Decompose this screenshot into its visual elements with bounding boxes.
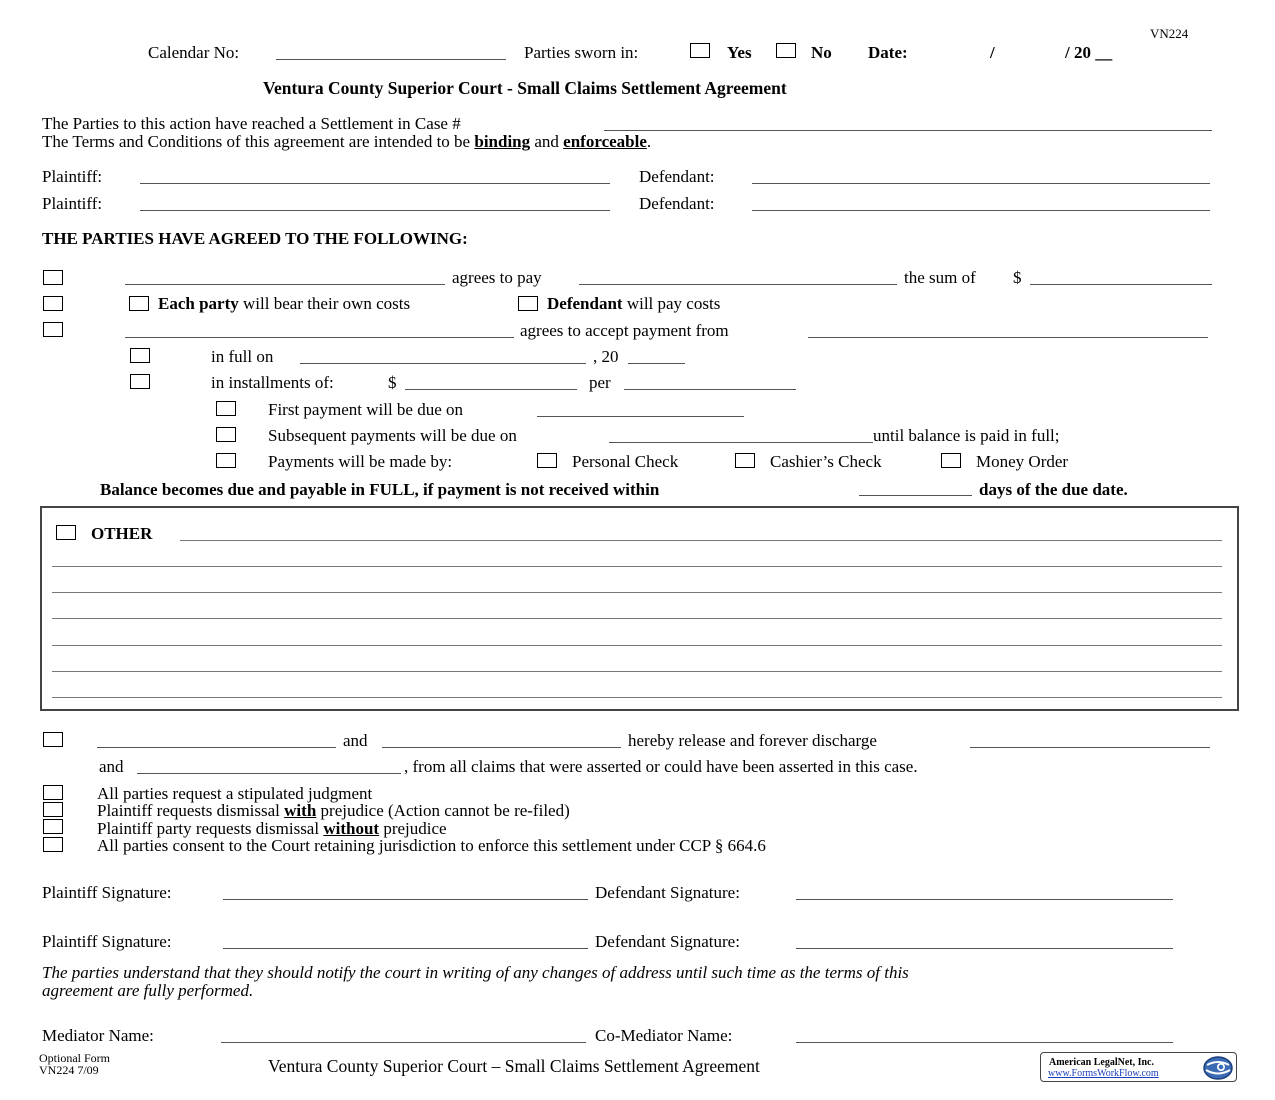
calendar-field[interactable] (276, 59, 506, 60)
first-payment-label: First payment will be due on (268, 400, 464, 419)
intro-line2-text: The Terms and Conditions of this agreement are intended to be (42, 132, 475, 151)
jurisdiction-label: All parties consent to the Court retaining jurisdiction to enforce this settlement under CCP § 664.6 (97, 836, 766, 855)
defendant-costs-checkbox[interactable] (518, 296, 538, 311)
days-due-text: days of the due date. (979, 480, 1128, 499)
payee-field[interactable] (579, 284, 897, 285)
stipulated-judgment-label: All parties request a stipulated judgment (97, 784, 373, 803)
other-line[interactable] (52, 645, 1222, 646)
stipulated-judgment-checkbox[interactable] (43, 785, 63, 800)
sworn-no-checkbox[interactable] (776, 43, 796, 58)
date-slash: / (990, 43, 995, 62)
cashiers-check-checkbox[interactable] (735, 453, 755, 468)
first-payment-field[interactable] (537, 416, 744, 417)
yes-label: Yes (727, 43, 752, 62)
subsequent-payment-label: Subsequent payments will be due on (268, 426, 517, 445)
dismissal-without-checkbox[interactable] (43, 819, 63, 834)
accepting-party-field[interactable] (125, 337, 514, 338)
accept-payment-label: agrees to accept payment from (520, 321, 729, 340)
globe-icon (1201, 1055, 1235, 1081)
in-full-year-label: , 20 (593, 347, 619, 366)
page-title: Ventura County Superior Court - Small Claims Settlement Agreement (263, 78, 787, 98)
in-full-date-field[interactable] (300, 363, 586, 364)
defendant-signature-field-1[interactable] (796, 899, 1173, 900)
release-party-2-field[interactable] (382, 747, 621, 748)
sworn-yes-checkbox[interactable] (690, 43, 710, 58)
plaintiff-signature-field-1[interactable] (223, 899, 588, 900)
plaintiff-field-2[interactable] (140, 210, 610, 211)
until-balance-label: until balance is paid in full; (873, 426, 1060, 445)
bear-costs-text: will bear their own costs (238, 294, 411, 313)
money-order-label: Money Order (976, 452, 1069, 471)
defendant-field-2[interactable] (752, 210, 1210, 211)
no-label: No (811, 43, 832, 62)
without-word: without (323, 819, 380, 838)
calendar-label: Calendar No: (148, 43, 240, 62)
other-checkbox[interactable] (56, 525, 76, 540)
notice-line-1: The parties understand that they should notify the court in writing of any changes of address until such time as the terms of this (42, 963, 909, 982)
payment-method-label: Payments will be made by: (268, 452, 453, 471)
dismissal-with-pre: Plaintiff requests dismissal (97, 801, 285, 820)
mediator-label: Mediator Name: (42, 1026, 154, 1045)
other-section (40, 506, 1239, 711)
dismissal-with-post: prejudice (Action cannot be re-filed) (316, 801, 570, 820)
accept-payment-checkbox[interactable] (43, 322, 63, 337)
other-line[interactable] (52, 671, 1222, 672)
first-payment-checkbox[interactable] (216, 401, 236, 416)
intro-line1: The Parties to this action have reached a Settlement in Case # (42, 114, 461, 133)
released-party-2-field[interactable] (137, 773, 401, 774)
release-party-1-field[interactable] (97, 747, 336, 748)
installments-dollar: $ (388, 373, 397, 392)
american-legalnet-logo[interactable] (1040, 1052, 1237, 1082)
case-number-field[interactable] (604, 130, 1212, 131)
co-mediator-field[interactable] (796, 1042, 1173, 1043)
in-full-year-field[interactable] (628, 363, 685, 364)
notice-line-2: agreement are fully performed. (42, 981, 254, 1000)
paying-party-field[interactable] (808, 337, 1208, 338)
form-code: VN224 (1150, 26, 1189, 41)
other-line[interactable] (52, 697, 1222, 698)
sum-dollar: $ (1013, 268, 1022, 287)
with-word: with (284, 801, 317, 820)
subsequent-payment-field[interactable] (609, 442, 873, 443)
intro-period: . (646, 132, 652, 151)
plaintiff-label-2: Plaintiff: (42, 194, 103, 213)
installments-checkbox[interactable] (130, 374, 150, 389)
sum-label: the sum of (904, 268, 976, 287)
sum-field[interactable] (1030, 284, 1212, 285)
binding-word: binding (474, 132, 531, 151)
balance-due-text: Balance becomes due and payable in FULL, if payment is not received within (100, 480, 660, 499)
release-and-label: and (343, 731, 368, 750)
costs-checkbox[interactable] (43, 296, 63, 311)
dismissal-with-checkbox[interactable] (43, 802, 63, 817)
agrees-to-pay-label: agrees to pay (452, 268, 542, 287)
defendant-label-1: Defendant: (639, 167, 715, 186)
payer-field[interactable] (125, 284, 445, 285)
plaintiff-label-1: Plaintiff: (42, 167, 103, 186)
dismissal-with-label (97, 802, 570, 819)
installment-period-field[interactable] (624, 389, 796, 390)
agrees-to-pay-checkbox[interactable] (43, 270, 63, 285)
sworn-label: Parties sworn in: (524, 43, 639, 62)
logo-url[interactable]: www.FormsWorkFlow.com (1048, 1068, 1159, 1079)
release-claims-label: , from all claims that were asserted or could have been asserted in this case. (404, 757, 918, 776)
in-full-label: in full on (211, 347, 274, 366)
jurisdiction-checkbox[interactable] (43, 837, 63, 852)
dismissal-without-post: prejudice (379, 819, 447, 838)
defendant-text: Defendant (547, 294, 623, 313)
per-label: per (589, 373, 611, 392)
personal-check-label: Personal Check (572, 452, 679, 471)
each-party-costs-checkbox[interactable] (129, 296, 149, 311)
date-year: / 20 __ (1065, 43, 1113, 62)
mediator-field[interactable] (221, 1042, 586, 1043)
other-label: OTHER (91, 524, 153, 543)
installment-amount-field[interactable] (405, 389, 577, 390)
defendant-label-2: Defendant: (639, 194, 715, 213)
logo-name: American LegalNet, Inc. (1049, 1057, 1154, 1068)
dismissal-without-pre: Plaintiff party requests dismissal (97, 819, 324, 838)
each-party-text: Each party (158, 294, 239, 313)
footer-title: Ventura County Superior Court – Small Claims Settlement Agreement (268, 1056, 760, 1076)
co-mediator-label: Co-Mediator Name: (595, 1026, 733, 1045)
release-discharge-label: hereby release and forever discharge (628, 731, 877, 750)
plaintiff-field-1[interactable] (140, 183, 610, 184)
defendant-costs-label (547, 295, 720, 312)
dismissal-without-label (97, 820, 447, 837)
enforceable-word: enforceable (563, 132, 647, 151)
plaintiff-signature-label-1: Plaintiff Signature: (42, 883, 172, 902)
days-field[interactable] (859, 495, 972, 496)
intro-line2 (42, 133, 651, 150)
plaintiff-signature-label-2: Plaintiff Signature: (42, 932, 172, 951)
agreed-heading: THE PARTIES HAVE AGREED TO THE FOLLOWING: (42, 229, 468, 248)
other-line[interactable] (52, 618, 1222, 619)
will-pay-costs-text: will pay costs (622, 294, 721, 313)
cashiers-check-label: Cashier’s Check (770, 452, 882, 471)
defendant-signature-label-1: Defendant Signature: (595, 883, 740, 902)
footer-form-rev: VN224 7/09 (39, 1063, 99, 1077)
released-party-1-field[interactable] (970, 747, 1210, 748)
intro-and: and (530, 132, 564, 151)
money-order-checkbox[interactable] (941, 453, 961, 468)
payment-method-checkbox[interactable] (216, 453, 236, 468)
other-line[interactable] (180, 540, 1222, 541)
each-party-costs-label (158, 295, 410, 312)
in-full-checkbox[interactable] (130, 348, 150, 363)
personal-check-checkbox[interactable] (537, 453, 557, 468)
date-label: Date: (868, 43, 908, 62)
subsequent-payment-checkbox[interactable] (216, 427, 236, 442)
other-line[interactable] (52, 592, 1222, 593)
release-checkbox[interactable] (43, 732, 63, 747)
installments-label: in installments of: (211, 373, 334, 392)
footer-optional-form: Optional Form (39, 1051, 110, 1065)
defendant-field-1[interactable] (752, 183, 1210, 184)
release-and2-label: and (99, 757, 124, 776)
defendant-signature-label-2: Defendant Signature: (595, 932, 740, 951)
plaintiff-signature-field-2[interactable] (223, 948, 588, 949)
defendant-signature-field-2[interactable] (796, 948, 1173, 949)
other-line[interactable] (52, 566, 1222, 567)
